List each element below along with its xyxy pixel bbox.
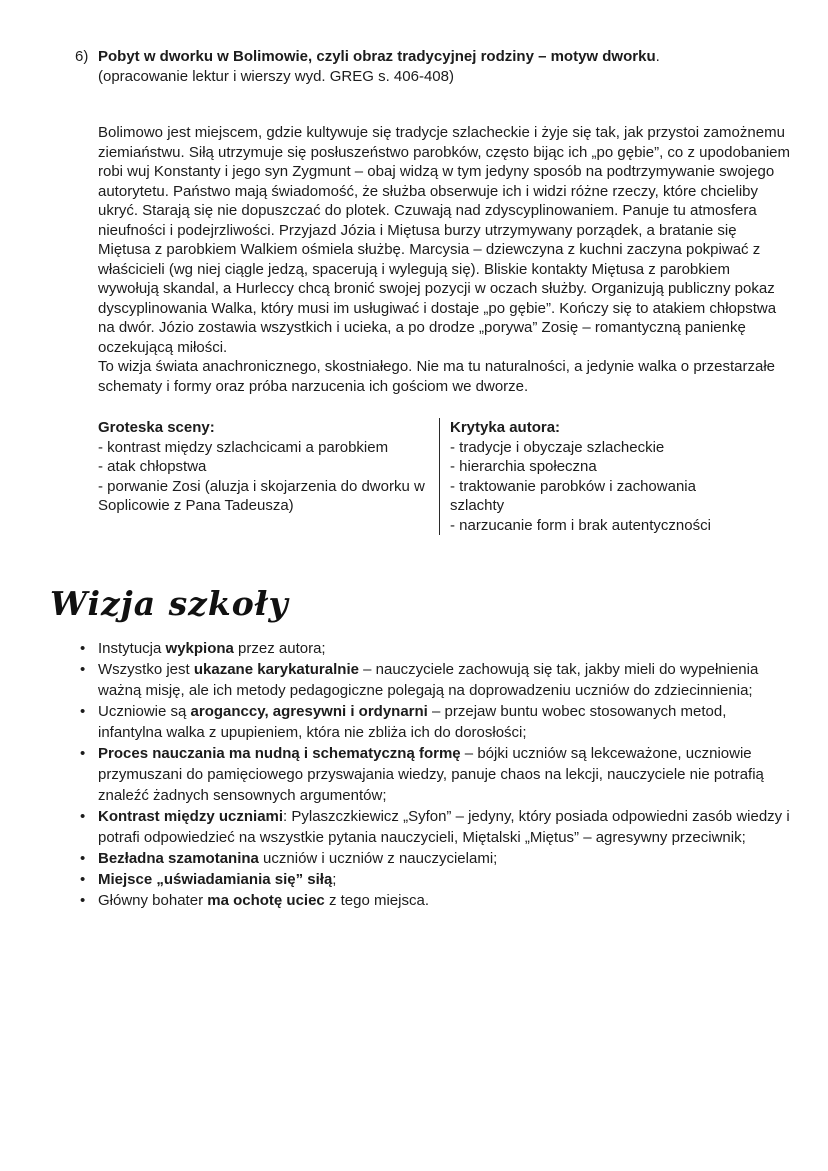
column-header: Krytyka autora: bbox=[450, 419, 561, 436]
bullet-item: • Wszystko jest ukazane karykaturalnie – nauczyciele zachowują się tak, jakby mieli do wypełnienia ważną misję, ale ich metody pedagogiczne polegają na doprowadzeniu uczniów do zdziecinnienia; bbox=[98, 659, 791, 701]
column-item: - traktowanie parobków i zachowania szlachty bbox=[450, 477, 696, 514]
bullet-item: • Główny bohater ma ochotę uciec z tego miejsca. bbox=[98, 890, 791, 911]
author-critique-column bbox=[439, 418, 746, 535]
topic-number: 6) bbox=[75, 48, 89, 65]
document-content bbox=[50, 47, 791, 911]
column-header: Groteska sceny: bbox=[98, 419, 215, 436]
summary-block bbox=[98, 123, 791, 396]
column-item: - hierarchia społeczna bbox=[450, 458, 597, 475]
grotesque-scenes-column bbox=[98, 418, 439, 535]
column-item: - narzucanie form i brak autentyczności bbox=[450, 516, 711, 534]
bullet-item: • Kontrast między uczniami: Pylaszczkiewicz „Syfon” – jedyny, który posiada odpowiedni zasób wiedzy i potrafi odpowiedzieć na wszystkie pytania nauczycieli, Miętalski „Miętus” – agresywny przeciwnik; bbox=[98, 806, 791, 848]
column-item: - atak chłopstwa bbox=[98, 458, 207, 475]
column-item: - tradycje i obyczaje szlacheckie bbox=[450, 438, 665, 456]
source-note: (opracowanie lektur i wierszy wyd. GREG s. 406-408) bbox=[98, 67, 454, 85]
comparison-table bbox=[98, 418, 746, 535]
bullet-item: • Proces nauczania ma nudną i schematyczną formę – bójki uczniów są lekceważone, uczniowie przymuszani do pamięciowego przyswajania wiedzy, panuje chaos na lekcji, nauczyciele nie potrafią znaleźć żadnych sensownych argumentów; bbox=[98, 743, 791, 806]
school-bullet-list bbox=[75, 638, 791, 911]
topic-title: Pobyt w dworku w Bolimowie, czyli obraz tradycyjnej rodziny – motyw dworku. bbox=[98, 48, 660, 65]
column-item: - porwanie Zosi (aluzja i skojarzenia do dworku w Soplicowie z Pana Tadeusza) bbox=[98, 477, 425, 514]
bullet-item: • Instytucja wykpiona przez autora; bbox=[98, 638, 791, 659]
section-heading-script: Wizja szkoły bbox=[50, 584, 289, 623]
bullet-item: • Uczniowie są aroganccy, agresywni i ordynarni – przejaw buntu wobec stosowanych metod, infantylna walka z upupieniem, która nie zbliża ich do dorosłości; bbox=[98, 701, 791, 743]
bullet-item: • Bezładna szamotanina uczniów i uczniów z nauczycielami; bbox=[98, 848, 791, 869]
bullet-item: • Miejsce „uświadamiania się” siłą; bbox=[98, 869, 791, 890]
summary-paragraph: Bolimowo jest miejscem, gdzie kultywuje się tradycje szlacheckie i żyje się tak, jak przystoi zamożnemu ziemiaństwu. Siłą utrzymuje się posłuszeństwo parobków, często bijąc ich „po gębie”, co z upodobaniem robi wuj Konstanty i jego syn Zygmunt – obaj widzą w tym jedyny sposób na podtrzymywanie swojego autorytetu. Państwo mają świadomość, że służba obserwuje ich i widzi różne rzeczy, które chcieliby ukryć. Starają się nie dopuszczać do plotek. Czuwają nad zdyscyplinowaniem. Panuje tu atmosfera nieufności i podejrzliwości. Przyjazd Józia i Miętusa burzy utrzymywany porządek, a bratanie się Miętusa z parobkiem Walkiem ośmiela służbę. Marcysia – dziewczyna z kuchni zaczyna pokpiwać z właścicieli (wg niej ciągle jedzą, spacerują i wylegują się). Bliskie kontakty Miętusa z parobkiem wywołują skandal, a Hurleccy chcą bronić swojej pozycji w oczach służby. Organizują publiczny pokaz dyscyplinowania Walka, który musi im usługiwać i dostaje „po gębie”. Kończy się to atakiem chłopstwa na dwór. Józio zostawia wszystkich i ucieka, a po drodze „porywa” Zosię – romantyczną panienkę oczekującą miłości. bbox=[98, 124, 791, 356]
conclusion-paragraph: To wizja świata anachronicznego, skostniałego. Nie ma tu naturalności, a jedynie walka o przestarzałe schematy i formy oraz próba narzucenia ich gościom we dworze. bbox=[98, 358, 776, 395]
topic-header bbox=[75, 47, 791, 86]
column-item: - kontrast między szlachcicami a parobkiem bbox=[98, 438, 389, 456]
